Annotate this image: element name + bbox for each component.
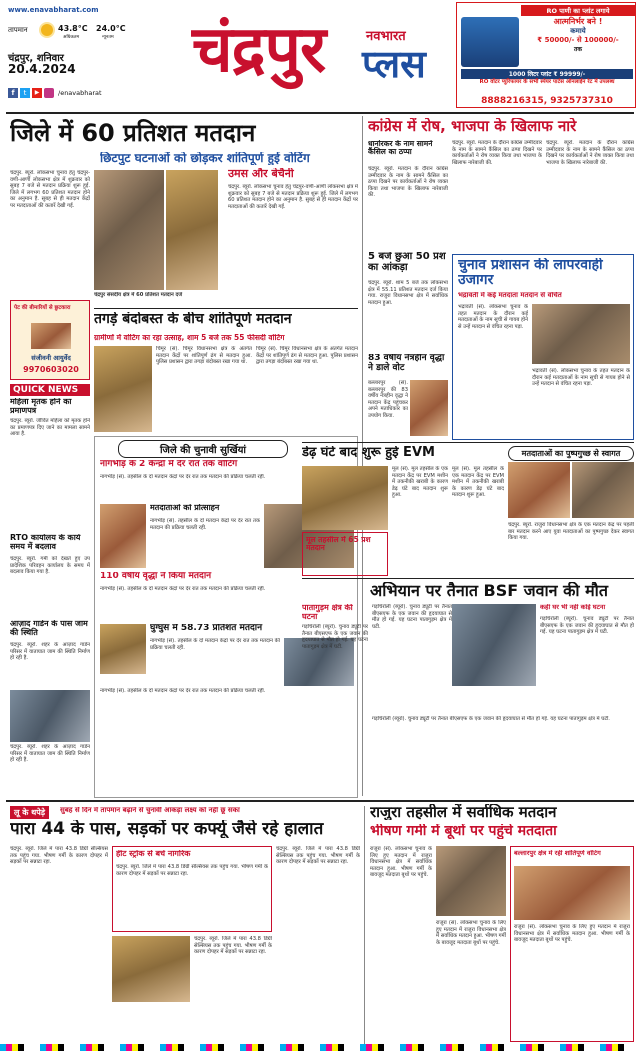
congress-body: चंद्रपुर. ब्यूरो. मतदान के दौरान कांग्रेस उम्मीदवार के नाम के सामने कैंसिल का ठप्पा दिखने पर कार्यकर्ताओं ने रोष व्यक्त किया तथा भाजपा के खिलाफ नारेबाजी की. bbox=[368, 166, 448, 199]
ad-small-phone[interactable]: 9970603020 bbox=[23, 365, 79, 374]
bsf-body-3: गड़चिरोली (ब्यूरो). चुनाव ड्यूटी पर तैनात बीएसएफ के एक जवान की हृदयाघात से मौत हो गई. यह घटना पातागुड़म क्षेत्र में घटी. bbox=[372, 716, 610, 722]
shields-body-2: चिमूर (सं). चिमूर विधानसभा क्षेत्र के अंतर्गत मतदान केंद्रों पर शांतिपूर्ण ढंग से मतदान हुआ. पुलिस प्रशासन द्वारा तगड़ा बंदोबस्त रखा गया था. bbox=[256, 346, 358, 366]
shields-subhead: ग्रामीणों में वोटिंग का रहा उत्साह, शाम 5 बजे तक 55 फीसदी वोटिंग bbox=[94, 334, 285, 342]
welcome-photo-1 bbox=[508, 462, 570, 518]
bsf-rule bbox=[302, 578, 634, 579]
quick-news-photo bbox=[10, 690, 90, 742]
rajura-box-title: बल्लारपुर क्षेत्र में रही शांतिपूर्ण वोटिंग bbox=[514, 850, 601, 857]
ad-line: RO वॉटर प्युरिफायर के सभी स्पेयर पार्टस ऑनलाईन रेट में उपलब्ध bbox=[479, 79, 615, 85]
temp-max-label: अधिकतम bbox=[63, 35, 80, 40]
evm-photo bbox=[302, 466, 388, 530]
bsf-body: गड़चिरोली (ब्यूरो). चुनाव ड्यूटी पर तैनात बीएसएफ के एक जवान की हृदयाघात से मौत हो गई. यह घटना पातागुड़म क्षेत्र में घटी. bbox=[302, 624, 368, 650]
admin-body-2: भद्रावती (सं). लोकसभा चुनाव के तहत मतदान के दौरान कई मतदाताओं के नाम सूची से गायब होने से उन्हें मतदान से वंचित रहना पड़ा. bbox=[532, 368, 630, 388]
district-item-2-body: नागभीड़ (सं). तहसील के दो मतदान केंद्रों पर देर रात तक मतदान की प्रक्रिया चलती रही. bbox=[150, 518, 260, 531]
heat-box-body: चंद्रपुर. ब्यूरो. जिले में पारा 43.8 डिग्री सेल्सियस तक पहुंच गया. भीषण गर्मी के कारण दोपहर में सड़कों पर सन्नाटा रहा. bbox=[116, 864, 268, 877]
ad-earn-amount: ₹ 50000/- से 100000/- bbox=[537, 36, 619, 44]
elderly-body: बल्लारपुर (सं). बल्लारपुर की 83 वर्षीय नेत्रहीन वृद्धा ने मतदान केंद्र पहुंचकर अपने मताधिकार का उपयोग किया. bbox=[368, 380, 408, 419]
lead-sidebar-title: उमस और बेचैनी bbox=[228, 168, 294, 180]
welcome-photo-2 bbox=[572, 462, 634, 518]
rajura-box-photo bbox=[514, 866, 630, 920]
turnout5-headline[interactable]: 5 बजे छुआ 50 प्रश का आंकड़ा bbox=[368, 252, 446, 273]
social-handle[interactable]: /enavabharat bbox=[58, 89, 102, 97]
ro-advertisement[interactable] bbox=[456, 2, 636, 108]
ad-earn: कमाये bbox=[570, 27, 586, 35]
heat-kicker: लू के थपेड़े bbox=[10, 806, 49, 819]
bottom-divider bbox=[364, 806, 365, 1046]
shields-body: चिमूर (सं). चिमूर विधानसभा क्षेत्र के अंतर्गत मतदान केंद्रों पर शांतिपूर्ण ढंग से मतदान हुआ. पुलिस प्रशासन द्वारा तगड़ा बंदोबस्त रखा गया था. bbox=[156, 346, 252, 366]
quick-news-body-3: चंद्रपुर. ब्यूरो. शहर के आज़ाद गार्डन परिसर में यातायात जाम की स्थिति निर्माण हो रही है. bbox=[10, 642, 90, 662]
district-item-4-title[interactable]: घुग्घुस में 58.73 प्रतिशत मतदान bbox=[150, 624, 263, 633]
ad-title: RO पाणी का प्लांट लगाये bbox=[521, 5, 635, 16]
temperature-block bbox=[8, 22, 138, 44]
ad-small-image bbox=[31, 323, 71, 349]
section-rule bbox=[94, 308, 358, 309]
congress-body-2: चंद्रपुर. ब्यूरो. मतदान के दौरान कांग्रेस उम्मीदवार के नाम के सामने कैंसिल का ठप्पा दिखने पर कार्यकर्ताओं ने रोष व्यक्त किया तथा भाजपा के खिलाफ नारेबाजी की. bbox=[452, 140, 542, 166]
elderly-photo bbox=[410, 380, 448, 436]
ad-earn-unit: तक bbox=[573, 46, 583, 53]
evm-body: मूल (सं). मूल तहसील के एक मतदान केंद्र पर EVM मशीन में तकनीकी खराबी के कारण डेढ़ घंटे बाद मतदान शुरू हुआ. bbox=[392, 466, 448, 499]
shields-photo bbox=[94, 346, 152, 432]
admin-photo bbox=[532, 304, 630, 364]
bsf-photo bbox=[452, 604, 536, 686]
quick-news-label: QUICK NEWS bbox=[10, 384, 90, 396]
heat-body-2: चंद्रपुर. ब्यूरो. जिले में पारा 43.8 डिग्री सेल्सियस तक पहुंच गया. भीषण गर्मी के कारण दोपहर में सड़कों पर सन्नाटा रहा. bbox=[194, 936, 272, 956]
temp-min-label: न्यूनतम bbox=[102, 35, 114, 40]
district-item-2-title[interactable]: मतदाताओं को प्रोत्साहन bbox=[150, 504, 220, 512]
evm-headline[interactable]: डेढ़ घंटे बाद शुरू हुई EVM bbox=[302, 446, 435, 460]
ad-price: 1000 लिटर प्लांट ₹ 99999/- bbox=[461, 69, 633, 79]
congress-body-3: चंद्रपुर. ब्यूरो. मतदान के दौरान कांग्रेस उम्मीदवार के नाम के सामने कैंसिल का ठप्पा दिखने पर कार्यकर्ताओं ने रोष व्यक्त किया तथा भाजपा के खिलाफ नारेबाजी की. bbox=[546, 140, 634, 166]
lead-subhead: छिटपुट घटनाओं को छोड़कर शांतिपूर्ण हुई वोटिंग bbox=[100, 152, 310, 165]
evm-body-2: मूल (सं). मूल तहसील के एक मतदान केंद्र पर EVM मशीन में तकनीकी खराबी के कारण डेढ़ घंटे बाद मतदान शुरू हुआ. bbox=[452, 466, 504, 499]
dateline-city: चंद्रपुर, शनिवार bbox=[8, 53, 64, 64]
heat-headline[interactable]: पारा 44 के पास, सड़कों पर कर्फ्यू जैसे रहे हालात bbox=[10, 820, 324, 839]
rajura-headline[interactable]: राजुरा तहसील में सर्वाधिक मतदान bbox=[370, 804, 557, 821]
heat-box-title: हीट स्ट्रोक से बचे नागरिक bbox=[116, 850, 191, 858]
district-item-3-title[interactable]: 110 वर्षीय वृद्धा ने किया मतदान bbox=[100, 572, 212, 581]
brand-name: नवभारत bbox=[366, 29, 406, 44]
district-briefs-label: जिले की चुनावी सुर्खियां bbox=[118, 440, 288, 458]
masthead-rule bbox=[6, 112, 634, 114]
heat-body: चंद्रपुर. ब्यूरो. जिले में पारा 43.8 डिग्री सेल्सियस तक पहुंच गया. भीषण गर्मी के कारण दोपहर में सड़कों पर सन्नाटा रहा. bbox=[10, 846, 108, 866]
rajura-subhead: भीषण गर्मी में बूथों पर पहुंचे मतदाता bbox=[370, 824, 557, 839]
sun-icon bbox=[41, 24, 53, 36]
dateline-date: 20.4.2024 bbox=[8, 62, 76, 76]
bsf-headline[interactable]: अभियान पर तैनात BSF जवान की मौत bbox=[370, 582, 608, 600]
welcome-body: चंद्रपुर. ब्यूरो. राजुरा विधानसभा क्षेत्र के एक मतदान केंद्र पर पहली बार मतदान करने आए युवा मतदाताओं का पुष्पगुच्छ देकर स्वागत किया गया. bbox=[508, 522, 634, 542]
quick-news-body-4: चंद्रपुर. ब्यूरो. शहर के आज़ाद गार्डन परिसर में यातायात जाम की स्थिति निर्माण हो रही है. bbox=[10, 744, 90, 764]
rajura-body-2: राजुरा (सं). लोकसभा चुनाव के लिए हुए मतदान में राजुरा विधानसभा क्षेत्र में सर्वाधिक मतदान हुआ. भीषण गर्मी के बावजूद मतदाता बूथों पर पहुंचे. bbox=[436, 920, 506, 946]
twitter-icon[interactable]: t bbox=[20, 88, 30, 98]
website-url[interactable]: www.enavabharat.com bbox=[8, 6, 99, 14]
ad-small-brand: संजीवनी आयुर्वेद bbox=[31, 354, 71, 362]
district-item-1-body: नागभीड़ (सं). तहसील के दो मतदान केंद्रों पर देर रात तक मतदान की प्रक्रिया चलती रही. bbox=[100, 474, 266, 480]
admin-body: भद्रावती (सं). लोकसभा चुनाव के तहत मतदान के दौरान कई मतदाताओं के नाम सूची से गायब होने से उन्हें मतदान से वंचित रहना पड़ा. bbox=[458, 304, 528, 330]
lead-photo bbox=[94, 170, 164, 290]
registration-marks bbox=[0, 1044, 640, 1051]
facebook-icon[interactable]: f bbox=[8, 88, 18, 98]
quick-news-title-1[interactable]: महिला मृतक होने का प्रमाणपत्र bbox=[10, 398, 72, 415]
instagram-icon[interactable] bbox=[44, 88, 54, 98]
admin-subhead: भद्रावती में कई मतदाता मतदान से वंचित bbox=[458, 292, 562, 299]
congress-headline[interactable]: कांग्रेस में रोष, भाजपा के खिलाफ नारे bbox=[368, 118, 577, 135]
rajura-body: राजुरा (सं). लोकसभा चुनाव के लिए हुए मतदान में राजुरा विधानसभा क्षेत्र में सर्वाधिक मतदान हुआ. भीषण गर्मी के बावजूद मतदाता बूथों पर पहुंचे. bbox=[370, 846, 432, 879]
heat-body-3: चंद्रपुर. ब्यूरो. जिले में पारा 43.8 डिग्री सेल्सियस तक पहुंच गया. भीषण गर्मी के कारण दोपहर में सड़कों पर सन्नाटा रहा. bbox=[276, 846, 360, 866]
sanjivani-ad[interactable] bbox=[10, 300, 90, 380]
rajura-box-body: राजुरा (सं). लोकसभा चुनाव के लिए हुए मतदान में राजुरा विधानसभा क्षेत्र में सर्वाधिक मतदान हुआ. भीषण गर्मी के बावजूद मतदाता बूथों पर पहुंचे. bbox=[514, 924, 630, 944]
shields-headline[interactable]: तगड़े बंदोबस्त के बीच शांतिपूर्ण मतदान bbox=[94, 312, 292, 327]
quick-news-body-1: चंद्रपुर. ब्यूरो. जीवित महिला को मृतक होने का प्रमाणपत्र दिए जाने का मामला सामने आया है. bbox=[10, 418, 90, 438]
rajura-photo bbox=[436, 846, 506, 916]
youtube-icon[interactable]: ▶ bbox=[32, 88, 42, 98]
bsf-side-kicker: कहीं घर भी नहीं कोई घटना bbox=[540, 604, 606, 611]
quick-news-body-2: चंद्रपुर. ब्यूरो. गर्मी को देखते हुए उप प्रादेशिक परिवहन कार्यालय के समय में बदलाव किया गया है. bbox=[10, 556, 90, 576]
district-item-5-body: नागभीड़ (सं). तहसील के दो मतदान केंद्रों पर देर रात तक मतदान की प्रक्रिया चलती रही. bbox=[100, 688, 266, 694]
ad-sub: आत्मनिर्भर बने ! bbox=[553, 17, 603, 26]
heat-kicker-line: सुबह से दिन में तापमान बढ़ाने से चुनावी आंकड़ा लक्ष्य को नहीं छू सका bbox=[60, 807, 240, 814]
lead-sidebar-body: चंद्रपुर. ब्यूरो. लोकसभा चुनाव हेतु चंद्रपुर-वणी-आर्णी लोकसभा क्षेत्र में शुक्रवार को सुबह 7 बजे से मतदान प्रक्रिया शुरू हुई. जिले में लगभग 60 प्रतिशत मतदान होने का अनुमान है. सुबह से ही मतदान केंद्रों पर मतदाताओं की कतारें देखी गईं. bbox=[228, 184, 358, 210]
social-icons bbox=[8, 88, 148, 100]
bottom-rule bbox=[6, 800, 634, 802]
bsf-side-body: गड़चिरोली (ब्यूरो). चुनाव ड्यूटी पर तैनात बीएसएफ के एक जवान की हृदयाघात से मौत हो गई. यह घटना पातागुड़म क्षेत्र में घटी. bbox=[540, 616, 634, 636]
turnout5-body: चंद्रपुर. ब्यूरो. शाम 5 बजे तक लोकसभा क्षेत्र में 55.11 प्रतिशत मतदान दर्ज किया गया. राजुरा विधानसभा क्षेत्र में सर्वाधिक मतदान हुआ. bbox=[368, 280, 448, 306]
lead-photo-2 bbox=[166, 170, 218, 290]
evm-rule bbox=[302, 442, 634, 443]
bsf-box-title: पातागुड़म क्षेत्र की घटना bbox=[302, 604, 353, 621]
temp-label: तापमान bbox=[8, 26, 28, 34]
heat-photo bbox=[112, 936, 190, 1002]
district-item-3-body: नागभीड़ (सं). तहसील के दो मतदान केंद्रों पर देर रात तक मतदान की प्रक्रिया चलती रही. bbox=[100, 586, 266, 592]
lead-headline[interactable]: जिले में 60 प्रतिशत मतदान bbox=[10, 119, 256, 147]
temp-max: 43.8°C bbox=[58, 24, 88, 33]
lead-body: चंद्रपुर. ब्यूरो. लोकसभा चुनाव हेतु चंद्रपुर-वणी-आर्णी लोकसभा क्षेत्र में शुक्रवार को सुबह 7 बजे से मतदान प्रक्रिया शुरू हुई. जिले में लगभग 60 प्रतिशत मतदान होने का अनुमान है. सुबह से ही मतदान केंद्रों पर मतदाताओं की कतारें देखी गईं. bbox=[10, 170, 90, 209]
district-item-4-body: नागभीड़ (सं). तहसील के दो मतदान केंद्रों पर देर रात तक मतदान की प्रक्रिया चलती रही. bbox=[150, 638, 280, 651]
district-item-1-title[interactable]: नागभीड़ के 2 केन्द्रों में देर रात तक वोटिंग bbox=[100, 460, 238, 469]
ad-small-line: पेट की बीमारियों से छुटकारा bbox=[14, 305, 71, 311]
lead-photo-caption: चंद्रपुर संसदीय क्षेत्र में 60 प्रतिशत मतदान दर्ज bbox=[94, 292, 183, 298]
admin-headline[interactable]: चुनाव प्रशासन की लापरवाही उजागर bbox=[458, 258, 603, 289]
welcome-label: मतदाताओं का पुष्पगुच्छ से स्वागत bbox=[508, 446, 634, 461]
elderly-headline[interactable]: 83 वर्षीय नेत्रहीन वृद्धा ने डाले वोट bbox=[368, 354, 445, 373]
ad-phone[interactable]: 8888216315, 9325737310 bbox=[481, 96, 613, 106]
masthead bbox=[0, 0, 640, 112]
quick-news-title-2[interactable]: RTO कार्यालय के कार्य समय में बदलाव bbox=[10, 534, 81, 551]
congress-kicker: धानोरकर के नाम सामने कैंसिल का ठप्पा bbox=[368, 140, 433, 157]
evm-box-title: मूल तहसील में 65 प्रश मतदान bbox=[306, 536, 371, 553]
temp-min: 24.0°C bbox=[96, 24, 126, 33]
quick-news-title-3[interactable]: आज़ाद गार्डन के पास जाम की स्थिति bbox=[10, 620, 88, 637]
bsf-body-2: गड़चिरोली (ब्यूरो). चुनाव ड्यूटी पर तैनात बीएसएफ के एक जवान की हृदयाघात से मौत हो गई. यह घटना पातागुड़म क्षेत्र में घटी. bbox=[372, 604, 452, 630]
brand-plus: प्लस bbox=[362, 42, 426, 86]
title-main: चंद्रपुर bbox=[192, 13, 326, 87]
district-photo-3 bbox=[100, 624, 146, 674]
district-photo-1 bbox=[100, 504, 146, 568]
ro-machine-image bbox=[461, 17, 519, 67]
